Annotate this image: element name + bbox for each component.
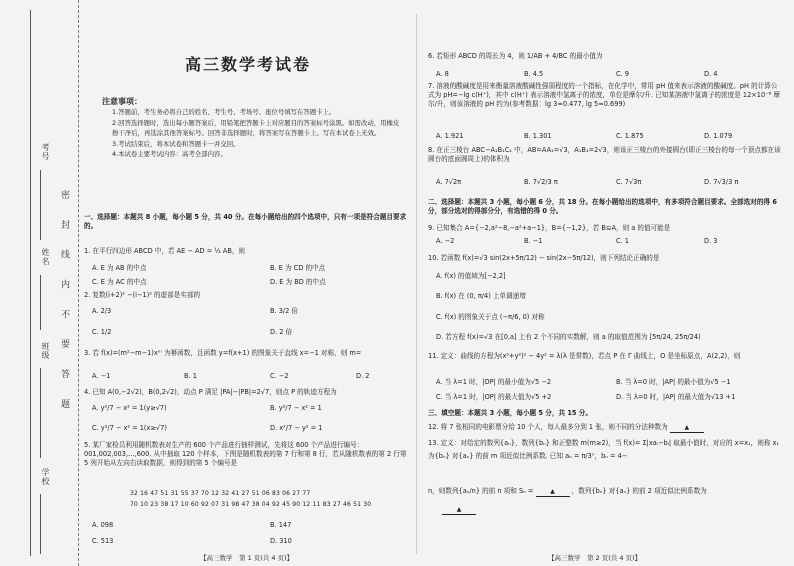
q6-option-b: B. 4.5 <box>524 70 544 78</box>
q3-option-d: D. 2 <box>356 372 370 380</box>
q1-option-c: C. E 为 AC 的中点 <box>92 278 147 286</box>
question-3: 3. 若 f(x)=(m²−m−1)xᵐ 为幂函数，且函数 y=f(x+1) 的图象关于直线 x=−1 对称，则 m= <box>84 349 362 357</box>
q8-option-a: A. 7√2π <box>436 178 462 186</box>
q7-option-d: D. 1.079 <box>704 132 733 140</box>
class-label: 班级 <box>41 342 50 360</box>
exam-title: 高三数学考试卷 <box>185 55 312 74</box>
notice-item: 3.考试结束后，将本试卷和答题卡一并交回。 <box>112 139 240 148</box>
question-13-part <box>428 487 707 497</box>
notice-heading: 注意事项： <box>102 97 142 106</box>
q4-option-b: B. y²/7 − x² = 1 <box>270 404 322 412</box>
page-divider <box>416 14 417 554</box>
q7-option-c: C. 1.875 <box>616 132 644 140</box>
question-12 <box>428 423 704 433</box>
q3-option-b: B. 1 <box>184 372 197 380</box>
question-12-text: 12. 将 7 张相同的电影票分给 10 个人，每人最多分到 1 张，则不同的分法种数为 <box>428 423 668 431</box>
question-11: 11. 定义：曲线的方程为(x²+y²)² − 4y² = λ(λ 是常数)，若点 P 在 Γ 曲线上，O 是坐标原点，A(2,2)，则 <box>428 352 741 360</box>
question-13-text-2: ，数列{bₙ} 对{aₙ} 的前 2 项近似比例系数为 <box>571 487 707 495</box>
q5-option-d: D. 310 <box>270 537 292 545</box>
q1-option-d: D. E 为 BD 的中点 <box>270 278 326 286</box>
question-13-blank <box>442 505 476 515</box>
question-2: 2. 复数(i+2)² −(i−1)² 的虚部是实部的 <box>84 291 201 299</box>
q3-option-a: A. −1 <box>92 372 111 380</box>
random-row-8: 70 10 23 38 17 10 60 92 07 31 98 47 38 04 92 45 90 12 11 83 27 46 51 30 <box>130 501 372 508</box>
answer-blank: ▲ <box>536 488 570 497</box>
question-8: 8. 在正三棱台 ABC−A₁B₁C₁ 中，AB=AA₁=√3，A₁B₁=2√3，则该正三棱台的外接圆台(即正三棱台的每一个顶点都在该圆台的底面圆周上)的体积为 <box>428 146 781 163</box>
question-7: 7. 溶液的酸碱度是用来衡量溶液酸碱性强弱程度的一个指标，在化学中，常用 pH 值来表示溶液的酸碱度。pH 的计算公式为 pH=−lg c(H⁺)，其中 c(H⁺) 表示溶液中氢离子的浓度，单位是摩尔/升. 已知某溶液中氢离子的浓度是 12×10⁻⁸ 摩尔/升，则该溶液的 pH 约为(参考数据：lg 3≈0.477, lg 5≈0.699) <box>428 82 781 108</box>
q4-option-c: C. y²/7 − x² = 1(x≥√7) <box>92 424 167 432</box>
q2-option-d: D. 2 倍 <box>270 328 293 336</box>
exam-no-line <box>40 170 41 240</box>
q10-option-b: B. f(x) 在 (0, π/4) 上单调递增 <box>436 292 526 300</box>
q6-option-c: C. 9 <box>616 70 629 78</box>
q5-option-a: A. 098 <box>92 521 114 529</box>
q2-option-b: B. 3/2 倍 <box>270 307 299 315</box>
q8-option-c: C. 7√3π <box>616 178 642 186</box>
answer-blank: ▲ <box>670 424 704 433</box>
name-line <box>40 275 41 330</box>
q4-option-a: A. y²/7 − x² = 1(y≥√7) <box>92 404 167 412</box>
q11-option-a: A. 当 λ=1 时，|OP| 的最小值为√5 −2 <box>436 378 552 386</box>
q7-option-a: A. 1.921 <box>436 132 464 140</box>
q11-option-c: C. 当 λ=1 时，|OP| 的最大值为√5 +2 <box>436 393 552 401</box>
random-number-table <box>130 490 371 508</box>
school-label: 学校 <box>41 468 50 486</box>
school-line <box>40 494 41 554</box>
q10-option-c: C. f(x) 的图象关于点 (−π/6, 0) 对称 <box>436 313 545 321</box>
q7-option-b: B. 1.301 <box>524 132 552 140</box>
q9-option-a: A. −2 <box>436 237 455 245</box>
notice-list <box>100 107 400 160</box>
question-6: 6. 若矩形 ABCD 的周长为 4，则 1/AB + 4/BC 的最小值为 <box>428 52 603 60</box>
section-2-heading: 二、选择题：本题共 3 小题，每小题 6 分，共 18 分。在每小题给出的选项中，有多项符合题目要求。全部选对的得 6 分，部分选对的得部分分，有选错的得 0 分。 <box>428 198 777 215</box>
name-label: 姓名 <box>41 248 50 266</box>
q1-option-a: A. E 为 AB 的中点 <box>92 264 147 272</box>
q8-option-d: D. 7√3/3 π <box>704 178 739 186</box>
q5-option-b: B. 147 <box>270 521 292 529</box>
q9-option-d: D. 3 <box>704 237 718 245</box>
binding-margin <box>0 0 79 566</box>
question-10: 10. 若函数 f(x)=√3 sin(2x+5π/12) − sin(2x−5π/12)，则下列结论正确的是 <box>428 254 660 262</box>
section-1-heading: 一、选择题：本题共 8 小题，每小题 5 分，共 40 分。在每小题给出的四个选项中，只有一项是符合题目要求的。 <box>84 213 407 230</box>
q9-option-b: B. −1 <box>524 237 543 245</box>
q10-option-d: D. 若方程 f(x)=√3 在[0,a] 上有 2 个不同的实数解，则 a 的取值范围为 [5π/24, 25π/24) <box>436 333 701 341</box>
answer-blank: ▲ <box>442 506 476 515</box>
q10-option-a: A. f(x) 的值域为[−2,2] <box>436 272 506 280</box>
question-13-stem: 13. 定义：对给定的数列{aₙ}，数列{bₙ} 和正整数 m(m≥2)，当 f(x)= Σ|xaᵢ−bᵢ| 取最小值时，对应的 x=x₁，则称 x₁ 为{bₙ} 对{aₙ} 的前 m 项近似比例系数. 已知 aₙ = π/3ⁿ，bₙ = 4− <box>428 439 780 461</box>
question-1: 1. 在平行四边形 ABCD 中，若 AE − AD = ½ AB，则 <box>84 247 246 255</box>
q9-option-c: C. 1 <box>616 237 629 245</box>
q5-option-c: C. 513 <box>92 537 114 545</box>
notice-item: 1.答题前，考生务必将自己的姓名、考生号、考场号、座位号填写在答题卡上。 <box>112 108 336 116</box>
q11-option-d: D. 当 λ=0 时，|AP| 的最大值为√13 +1 <box>616 393 736 401</box>
question-4: 4. 已知 A(0,−2√2)，B(0,2√2)，动点 P 满足 |PA|−|PB|=2√7，则点 P 的轨迹方程为 <box>84 388 337 396</box>
q6-option-a: A. 8 <box>436 70 449 78</box>
q3-option-c: C. −2 <box>270 372 289 380</box>
question-9: 9. 已知集合 A={−2,a²−8,−a²+a−1}，B={−1,2}，若 B⊆A，则 a 的值可能是 <box>428 224 671 232</box>
q2-option-a: A. 2/3 <box>92 307 112 315</box>
q4-option-d: D. x²/7 − y² = 1 <box>270 424 323 432</box>
notice-item: 4.本试卷主要考试内容：高考全部内容。 <box>112 150 227 159</box>
class-line <box>40 368 41 458</box>
q6-option-d: D. 4 <box>704 70 718 78</box>
question-13-text-1: n，则数列{aₙ/n} 的前 n 项和 Sₙ = <box>428 487 534 495</box>
q1-option-b: B. E 为 CD 的中点 <box>270 264 326 272</box>
section-3-heading: 三、填空题：本题共 3 小题，每小题 5 分，共 15 分。 <box>428 409 592 417</box>
q2-option-c: C. 1/2 <box>92 328 112 336</box>
page-1-footer: 【高三数学 第 1 页(共 4 页)】 <box>200 554 294 562</box>
q11-option-b: B. 当 λ=0 时，|AP| 的最小值为√5 −1 <box>616 378 731 386</box>
seal-line-text: 密 封 线 内 不 要 答 题 <box>59 190 69 418</box>
notice-item: 2.回答选择题时，选出每小题答案后，用铅笔把答题卡上对应题目的答案标号涂黑。如需改动，用橡皮擦干净后，再选涂其他答案标号。回答非选择题时，将答案写在答题卡上。写在本试卷上无效。 <box>112 118 400 138</box>
margin-rule <box>30 10 31 556</box>
question-5: 5. 某厂家检员利用随机数表对生产的 600 个产品进行抽样测试，先将这 600 个产品进行编号：001,002,003,…,600. 从中抽取 120 个样本，下图是随机数表的第 7 行和第 8 行，若从随机数表的第 2 行第 5 列开始从左向右读取数据，则得到的第 5 个编号是 <box>84 441 407 467</box>
page-2-footer: 【高三数学 第 2 页(共 4 页)】 <box>548 554 642 562</box>
exam-no-label: 考号 <box>41 143 50 161</box>
q8-option-b: B. 7√2/3 π <box>524 178 558 186</box>
random-row-7: 32 16 47 51 31 55 37 70 12 32 41 27 51 06 83 06 27 77 <box>130 490 311 497</box>
